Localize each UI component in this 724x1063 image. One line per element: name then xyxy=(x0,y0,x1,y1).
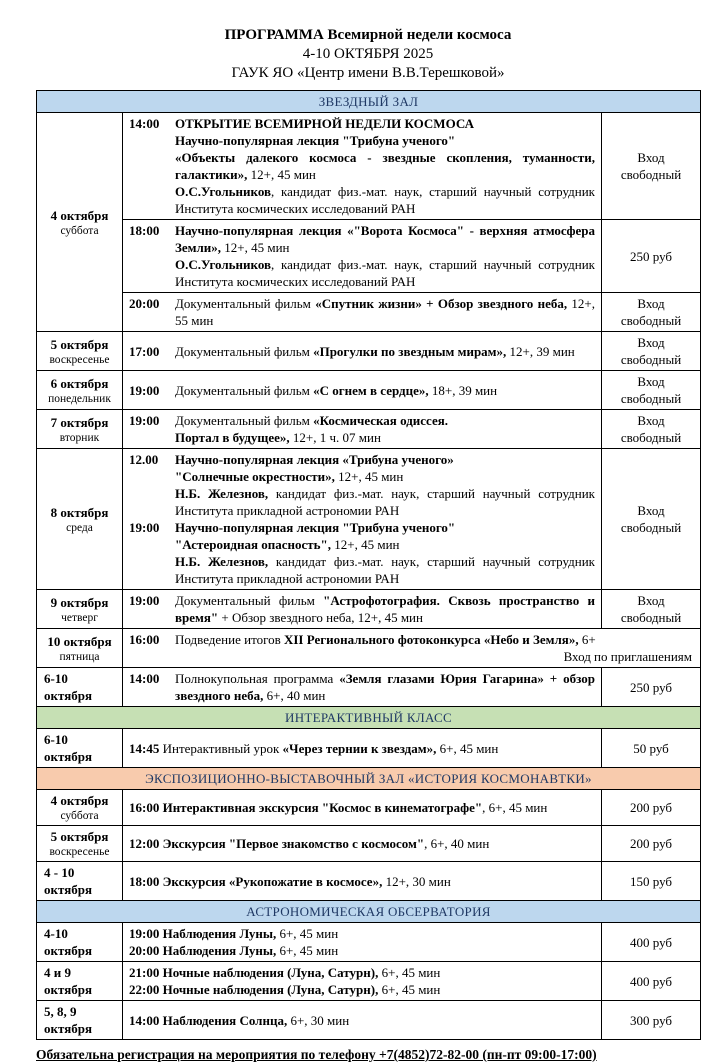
price-cell: Вход свободный xyxy=(602,449,701,590)
event-title: «С огнем в сердце», xyxy=(313,382,432,398)
event-title: 21:00 Ночные наблюдения (Луна, Сатурн), xyxy=(129,965,382,980)
event-cell: 19:00 Документальный фильм "Астрофотография. Сквозь пространство и время" + Обзор звездного неба, 12+, 45 мин xyxy=(123,590,602,629)
schedule-table xyxy=(36,90,701,1040)
date-cell xyxy=(37,629,123,668)
section-header-expo-hall: ЭКСПОЗИЦИОННО-ВЫСТАВОЧНЫЙ ЗАЛ «ИСТОРИЯ КОСМОНАВТКИ» xyxy=(37,768,701,790)
table-row xyxy=(37,862,701,901)
date-label: 5 октября xyxy=(50,336,109,352)
price-cell: 250 руб xyxy=(602,668,701,707)
event-time: 19:00 xyxy=(129,382,160,398)
event-time: 17:00 xyxy=(129,343,160,359)
event-cell: 16:00 Интерактивная экскурсия "Космос в кинематографе", 6+, 45 мин xyxy=(123,790,602,826)
date-cell xyxy=(37,590,123,629)
price-cell: Вход свободный xyxy=(602,293,701,332)
event-cell: 16:00 Подведение итогов XII Регионального фотоконкурса «Небо и Земля», 6+ Вход по приглашениям xyxy=(123,629,701,668)
date-label: 4-10 xyxy=(44,926,68,941)
event-time: 19:00 xyxy=(129,413,160,428)
lecturer-name: О.С.Угольников xyxy=(175,184,272,199)
price-cell: Вход свободный xyxy=(602,371,701,410)
event-title: 12:00 Экскурсия "Первое знакомство с космосом" xyxy=(129,836,425,851)
event-title: 22:00 Ночные наблюдения (Луна, Сатурн), xyxy=(129,982,382,997)
event-title: 16:00 Интерактивная экскурсия "Космос в кинематографе" xyxy=(129,800,483,815)
event-time: 12.00 xyxy=(129,452,159,467)
event-title: «Прогулки по звездным мирам», xyxy=(313,343,510,359)
event-cell: 20:00 Документальный фильм «Спутник жизни» + Обзор звездного неба, 12+, 55 мин xyxy=(123,293,602,332)
date-label: 5, 8, 9 xyxy=(44,1004,77,1019)
date-cell: 5, 8, 9 октября xyxy=(37,1001,123,1040)
lecturer-name: О.С.Угольников xyxy=(175,257,272,272)
event-cell: 17:00 Документальный фильм «Прогулки по звездным мирам», 12+, 39 мин xyxy=(123,332,602,371)
date-cell xyxy=(37,449,123,590)
date-label: 6-10 xyxy=(44,732,68,747)
lecturer-name: Н.Б. Железнов, xyxy=(175,554,269,569)
event-time: 16:00 xyxy=(129,632,160,647)
date-label: 5 октября xyxy=(50,829,109,844)
event-title: «Через тернии к звездам», xyxy=(282,740,440,756)
section-header-interactive-class: ИНТЕРАКТИВНЫЙ КЛАСС xyxy=(37,707,701,729)
event-cell: 14:45 Интерактивный урок «Через тернии к звездам», 6+, 45 мин xyxy=(123,729,602,768)
event-time: 20:00 xyxy=(129,296,160,311)
event-cell: 14:00 Полнокупольная программа «Земля глазами Юрия Гагарина» + обзор звездного неба, 6+, 40 мин xyxy=(123,668,602,707)
weekday-label: воскресенье xyxy=(49,353,110,366)
table-row xyxy=(37,1001,701,1040)
price-cell: 200 руб xyxy=(602,790,701,826)
event-cell: 14:00 ОТКРЫТИЕ ВСЕМИРНОЙ НЕДЕЛИ КОСМОСА Научно-популярная лекция "Трибуна ученого" «Объекты далекого космоса - звездные скопления, туманности, галактики», 12+, 45 мин О.С.Угольников, кандидат физ.-мат. наук, старший научный сотрудник Института космических исследований РАН xyxy=(123,113,602,220)
event-cell: 18:00 Экскурсия «Рукопожатие в космосе», 12+, 30 мин xyxy=(123,862,602,901)
table-row xyxy=(37,371,701,410)
price-cell: 300 руб xyxy=(602,1001,701,1040)
weekday-label: суббота xyxy=(60,224,99,237)
event-time: 19:00 xyxy=(129,520,160,535)
date-cell: 4 и 9 октября xyxy=(37,962,123,1001)
date-label: 10 октября xyxy=(47,633,112,649)
date-label: 8 октября xyxy=(50,504,109,520)
date-label: 4 - 10 xyxy=(44,865,75,880)
table-row xyxy=(37,293,701,332)
event-title: 20:00 Наблюдения Луны, xyxy=(129,943,280,958)
event-title: "Астрофотография. Сквозь пространство и время" xyxy=(175,593,595,625)
weekday-label: среда xyxy=(66,521,93,534)
price-cell: 150 руб xyxy=(602,862,701,901)
price-cell: 250 руб xyxy=(602,220,701,293)
event-cell: 19:00 Документальный фильм «С огнем в сердце», 18+, 39 мин xyxy=(123,371,602,410)
date-label: 4 и 9 xyxy=(44,965,71,980)
event-title: Научно-популярная лекция «Трибуна ученого» xyxy=(175,452,454,467)
weekday-label: четверг xyxy=(61,611,98,624)
date-cell xyxy=(37,410,123,449)
event-time: 19:00 xyxy=(129,593,160,608)
event-title: «Спутник жизни» + Обзор звездного неба, xyxy=(315,296,572,311)
date-label: 6-10 xyxy=(44,671,68,686)
date-cell: 6-10 октября xyxy=(37,729,123,768)
table-row xyxy=(37,220,701,293)
weekday-label: понедельник xyxy=(48,392,111,405)
event-cell: 21:00 Ночные наблюдения (Луна, Сатурн), 6+, 45 мин 22:00 Ночные наблюдения (Луна, Сатурн), 6+, 45 мин xyxy=(123,962,602,1001)
price-cell: Вход свободный xyxy=(602,410,701,449)
table-row xyxy=(37,826,701,862)
price-cell: Вход свободный xyxy=(602,332,701,371)
price-cell: 50 руб xyxy=(602,729,701,768)
section-header-star-hall: ЗВЕЗДНЫЙ ЗАЛ xyxy=(37,91,701,113)
page-title: ПРОГРАММА Всемирной недели космоса xyxy=(224,27,512,43)
date-label: 7 октября xyxy=(50,414,109,430)
table-row xyxy=(37,790,701,826)
event-title: Научно-популярная лекция «"Ворота Космоса" - верхняя атмосфера Земли», xyxy=(175,223,595,255)
price-cell: Вход свободный xyxy=(602,113,701,220)
weekday-label: суббота xyxy=(60,810,99,822)
page-subtitle-dates: 4-10 ОКТЯБРЯ 2025 xyxy=(302,46,434,62)
event-title: 18:00 Экскурсия «Рукопожатие в космосе», xyxy=(129,873,386,889)
event-time: 14:00 xyxy=(129,116,160,131)
price-cell: 200 руб xyxy=(602,826,701,862)
event-cell: 18:00 Научно-популярная лекция «"Ворота Космоса" - верхняя атмосфера Земли», 12+, 45 мин О.С.Угольников, кандидат физ.-мат. наук, старший научный сотрудник Института космических исследований РАН xyxy=(123,220,602,293)
event-cell: 12.00 Научно-популярная лекция «Трибуна ученого» "Солнечные окрестности», 12+, 45 мин Н.Б. Железнов, кандидат физ.-мат. наук, старший научный сотрудник Института прикладной астрономии РАН 19:00 Научно-популярная лекция "Трибуна ученого" "Астероидная опасность", 12+, 45 мин Н.Б. Железнов, кандидат физ.-мат. наук, старший научный сотрудник Института прикладной астрономии РАН xyxy=(123,449,602,590)
event-time: 14:00 xyxy=(129,671,160,686)
event-title: 14:00 Наблюдения Солнца, xyxy=(129,1012,291,1028)
date-cell xyxy=(37,371,123,410)
date-label: 4 октября xyxy=(50,793,109,808)
event-cell: 19:00 Документальный фильм «Космическая одиссея. Портал в будущее», 12+, 1 ч. 07 мин xyxy=(123,410,602,449)
weekday-label: пятница xyxy=(59,650,100,663)
date-label: 4 октября xyxy=(50,207,109,223)
section-header-observatory: АСТРОНОМИЧЕСКАЯ ОБСЕРВАТОРИЯ xyxy=(37,901,701,923)
event-title: Научно-популярная лекция "Трибуна ученого" xyxy=(175,520,456,535)
event-title: XII Регионального фотоконкурса «Небо и Земля», xyxy=(283,632,582,647)
event-title: ОТКРЫТИЕ ВСЕМИРНОЙ НЕДЕЛИ КОСМОСА xyxy=(175,116,474,131)
price-cell: 400 руб xyxy=(602,923,701,962)
table-row xyxy=(37,332,701,371)
organization-name: ГАУК ЯО «Центр имени В.В.Терешковой» xyxy=(231,65,505,81)
price-cell: 400 руб xyxy=(602,962,701,1001)
event-time: 14:45 xyxy=(129,740,160,756)
date-cell xyxy=(37,332,123,371)
table-row xyxy=(37,962,701,1001)
date-cell xyxy=(37,790,123,826)
document-header xyxy=(36,26,700,83)
weekday-label: вторник xyxy=(59,431,100,444)
date-cell: 4 - 10 октября xyxy=(37,862,123,901)
price-cell: Вход свободный xyxy=(602,590,701,629)
date-label: 9 октября xyxy=(50,594,109,610)
table-row xyxy=(37,923,701,962)
event-title: «Космическая одиссея. xyxy=(313,413,449,428)
table-row xyxy=(37,729,701,768)
admission-note: Вход по приглашениям xyxy=(563,649,693,664)
event-cell: 14:00 Наблюдения Солнца, 6+, 30 мин xyxy=(123,1001,602,1040)
event-cell: 12:00 Экскурсия "Первое знакомство с космосом", 6+, 40 мин xyxy=(123,826,602,862)
date-cell: 6-10 октября xyxy=(37,668,123,707)
event-title: «Земля глазами Юрия Гагарина» + обзор звездного неба, xyxy=(175,671,595,703)
table-row xyxy=(37,410,701,449)
table-row xyxy=(37,590,701,629)
date-cell xyxy=(37,113,123,332)
table-row xyxy=(37,629,701,668)
weekday-label: воскресенье xyxy=(49,846,110,858)
event-subtitle: Научно-популярная лекция "Трибуна ученого" xyxy=(175,133,456,148)
table-row xyxy=(37,668,701,707)
date-cell xyxy=(37,826,123,862)
registration-note: Обязательна регистрация на мероприятия по телефону +7(4852)72-82-00 (пн-пт 09:00-17:00) xyxy=(36,1047,597,1062)
table-row xyxy=(37,113,701,220)
event-cell: 19:00 Наблюдения Луны, 6+, 45 мин 20:00 Наблюдения Луны, 6+, 45 мин xyxy=(123,923,602,962)
date-label: 6 октября xyxy=(50,375,109,391)
date-cell: 4-10 октября xyxy=(37,923,123,962)
event-title: 19:00 Наблюдения Луны, xyxy=(129,926,280,941)
event-time: 18:00 xyxy=(129,223,160,238)
lecturer-name: Н.Б. Железнов, xyxy=(175,486,269,501)
table-row xyxy=(37,449,701,590)
